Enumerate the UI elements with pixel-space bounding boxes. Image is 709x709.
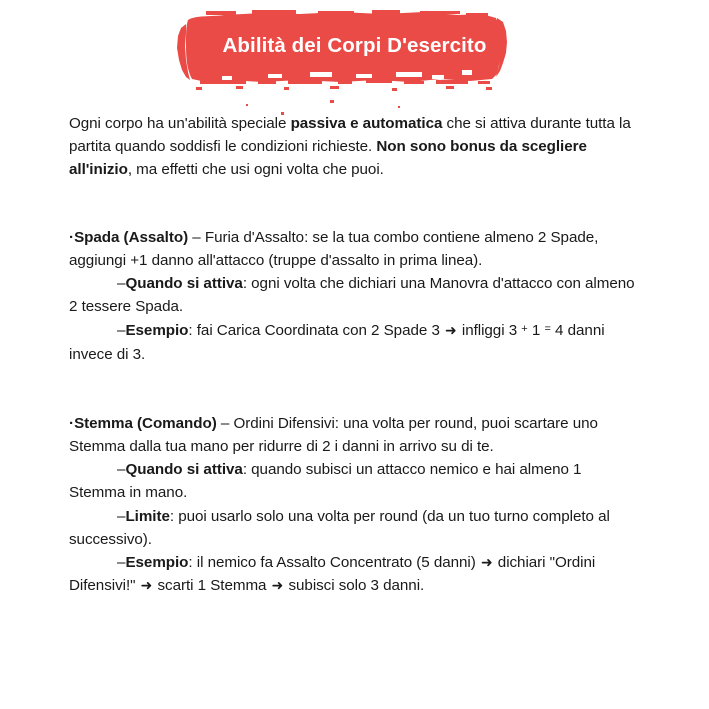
- sub-item-quando-si-attiva: [69, 272, 641, 318]
- section-spada: [69, 226, 641, 366]
- arrow-icon: ➜: [140, 577, 153, 594]
- sub-item-colon: :: [188, 554, 197, 572]
- sub-item-rich-text: il nemico fa Assalto Concentrato (5 danni) ➜ dichiari "Ordini Difensivi!" ➜ scarti 1 Stemma ➜ subisci solo 3 danni.: [69, 554, 596, 595]
- sub-item-dash: –: [117, 554, 126, 572]
- paint-speck: [398, 106, 400, 108]
- title-banner: [0, 0, 709, 104]
- arrow-icon: ➜: [480, 554, 493, 571]
- sub-item-text: ogni volta che dichiari una Manovra d'attacco con almeno 2 tessere Spada.: [69, 275, 635, 316]
- section-heading: [69, 412, 641, 458]
- section-title: Stemma (Comando): [74, 414, 217, 432]
- sub-item-label: Quando si attiva: [125, 461, 243, 479]
- intro-paragraph: [69, 112, 641, 182]
- bullet-icon: ·: [69, 414, 75, 432]
- spacer: [69, 182, 641, 226]
- section-title: Spada (Assalto): [74, 228, 189, 246]
- sub-item-label: Quando si attiva: [125, 275, 243, 293]
- intro-text-a: Ogni corpo ha un'abilità speciale: [69, 115, 291, 132]
- sub-item-text: puoi usarlo solo una volta per round (da un tuo turno completo al successivo).: [69, 507, 610, 548]
- sub-item-esempio: [69, 318, 641, 365]
- section-dash: –: [216, 414, 234, 432]
- spacer: [69, 366, 641, 412]
- section-dash: –: [188, 228, 205, 246]
- intro-text-b: che si attiva durante tutta la partita quando soddisfi le condizioni richieste.: [69, 115, 631, 156]
- paint-speck: [330, 100, 334, 103]
- sub-item-label: Limite: [125, 507, 170, 525]
- arrow-icon: ➜: [445, 322, 457, 339]
- section-stemma: [69, 412, 641, 598]
- intro-bold-b: Non sono bonus da scegliere all'inizio: [69, 138, 587, 179]
- paint-speck: [246, 104, 248, 106]
- sub-item-quando-si-attiva: [69, 458, 641, 504]
- banner-title: Abilità dei Corpi D'esercito: [222, 34, 487, 57]
- bullet-icon: ·: [69, 228, 75, 246]
- intro-bold-a: passiva e automatica: [290, 115, 443, 132]
- sub-item-label: Esempio: [125, 554, 189, 572]
- paint-speck: [281, 112, 284, 115]
- superscript-symbol: =: [544, 323, 551, 336]
- section-heading: [69, 226, 641, 272]
- section-description: Furia d'Assalto: se la tua combo contiene almeno 2 Spade, aggiungi +1 danno all'attacco (truppe d'assalto in prima linea).: [69, 228, 599, 269]
- sub-item-text: quando subisci un attacco nemico e hai almeno 1 Stemma in mano.: [69, 461, 582, 502]
- arrow-icon: ➜: [271, 577, 284, 594]
- document-body: [69, 112, 641, 597]
- sub-item-dash: –: [117, 275, 126, 293]
- sub-item-colon: :: [242, 275, 252, 293]
- sub-item-dash: –: [117, 461, 126, 479]
- sub-item-colon: :: [169, 507, 179, 525]
- sub-item-rich-text: fai Carica Coordinata con 2 Spade 3 ➜ infliggi 3 + 1 = 4 danni invece di 3.: [69, 322, 605, 363]
- sub-item-dash: –: [117, 507, 126, 525]
- sub-item-colon: :: [242, 461, 252, 479]
- sub-item-colon: :: [188, 322, 197, 340]
- intro-text-c: , ma effetti che usi ogni volta che puoi.: [127, 161, 384, 179]
- sub-item-label: Esempio: [125, 322, 189, 340]
- sub-item-limite: [69, 505, 641, 551]
- superscript-symbol: +: [521, 323, 528, 336]
- sub-item-esempio: [69, 551, 641, 597]
- sub-item-dash: –: [117, 322, 126, 340]
- section-description: Ordini Difensivi: una volta per round, puoi scartare uno Stemma dalla tua mano per ridurre di 2 i danni in arrivo su di te.: [69, 414, 598, 456]
